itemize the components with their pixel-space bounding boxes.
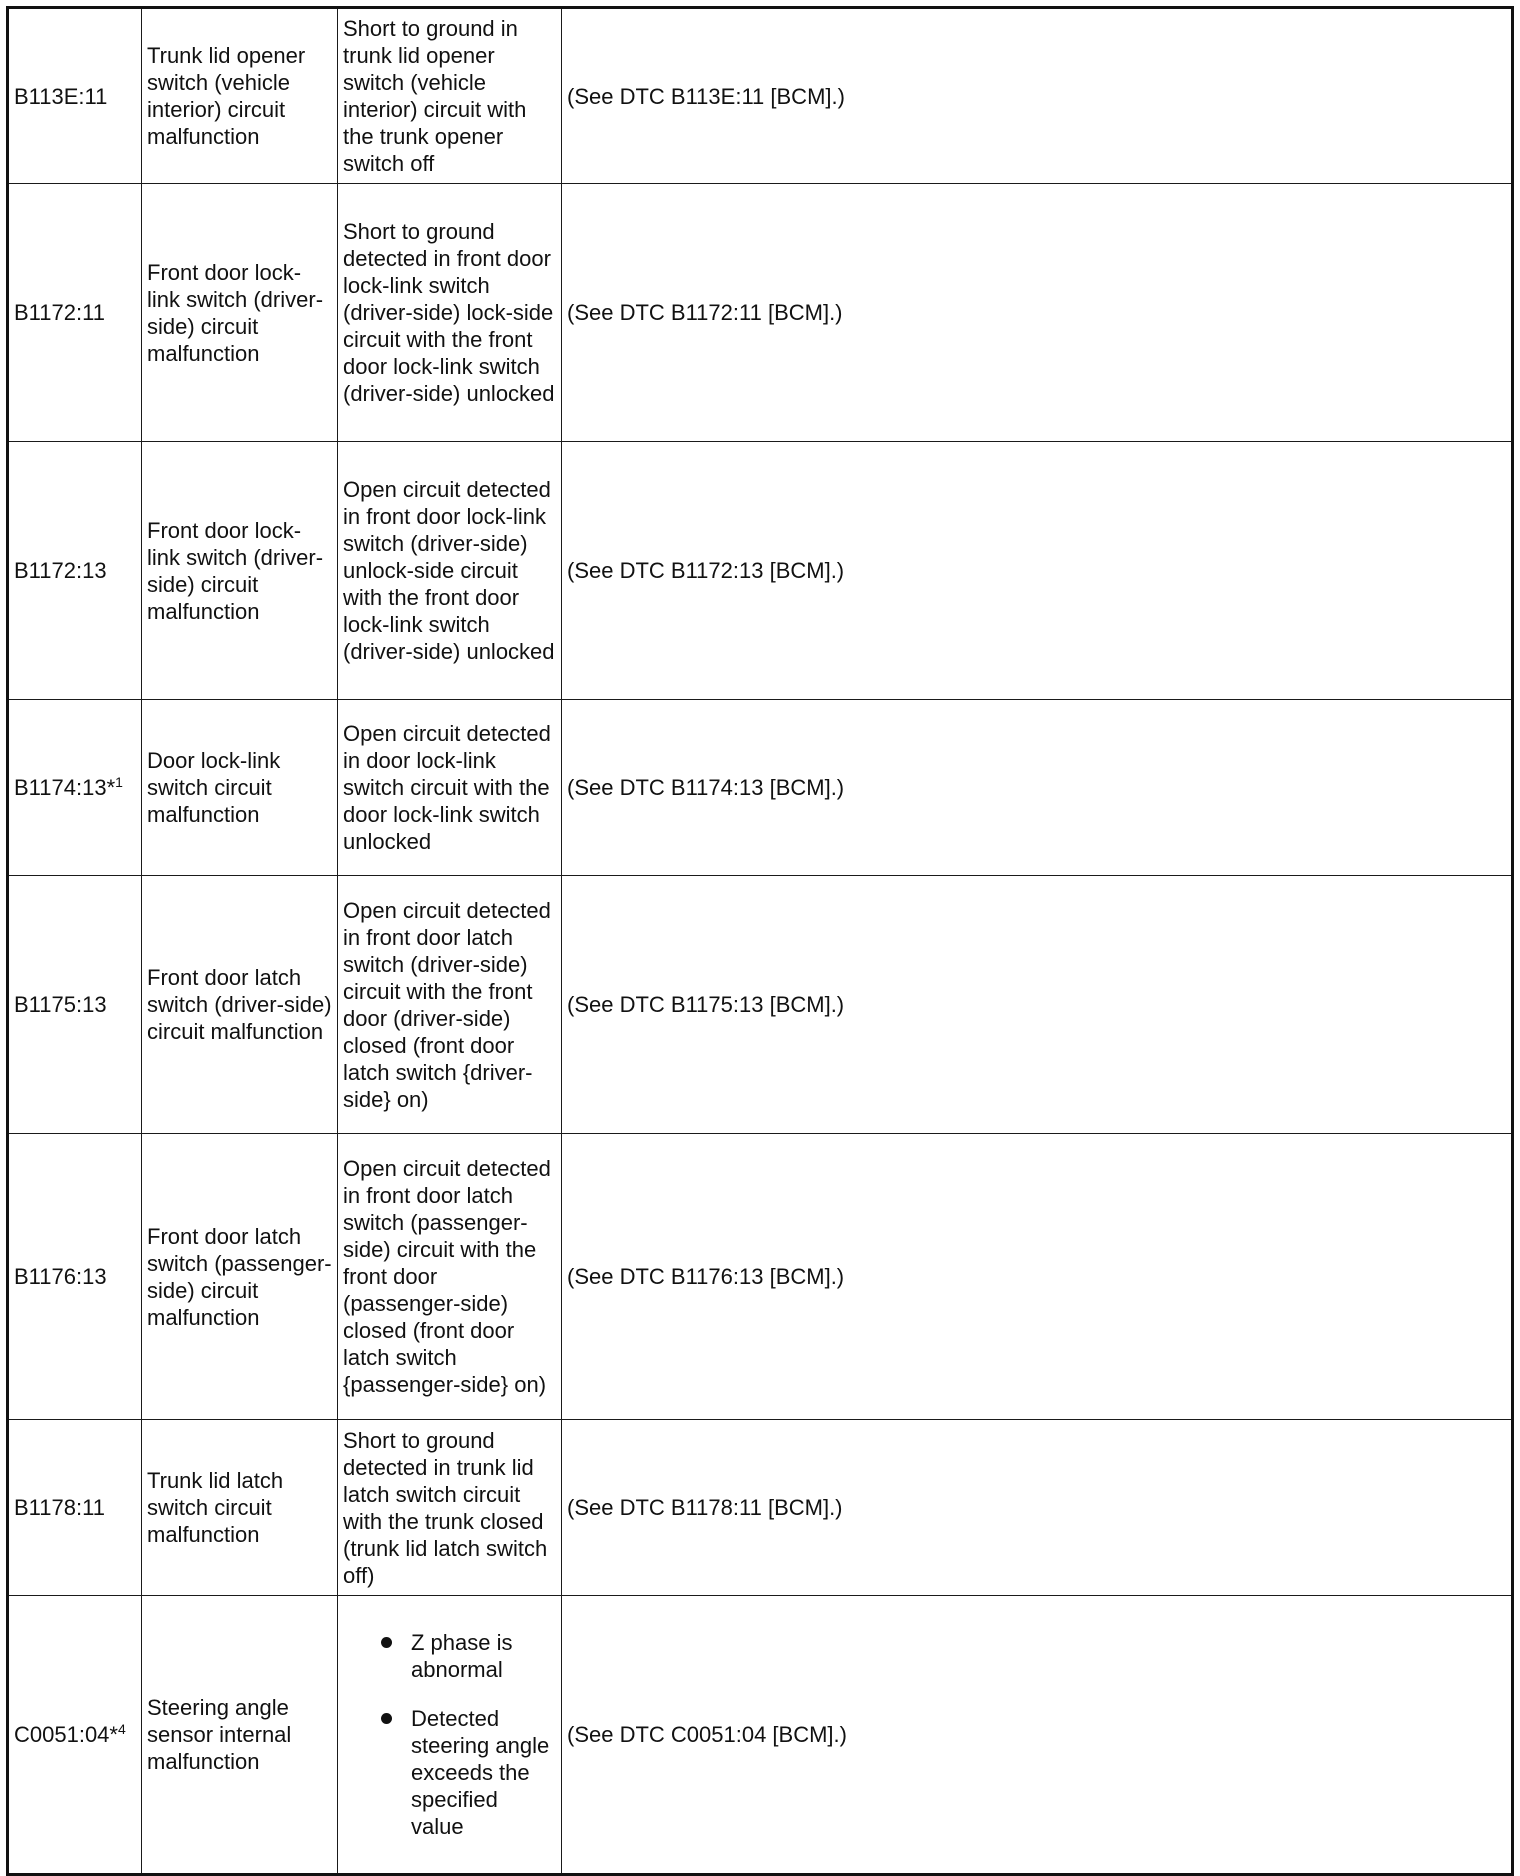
dtc-code-cell xyxy=(8,442,142,700)
dtc-code: C0051:04* xyxy=(14,1722,118,1747)
condition-cell: Open circuit detected in door lock-link switch circuit with the door lock-link switch unlocked xyxy=(338,700,562,876)
dtc-code-cell xyxy=(8,1596,142,1875)
dtc-code-cell xyxy=(8,1420,142,1596)
table-row xyxy=(8,1596,1513,1875)
reference-cell: (See DTC B1174:13 [BCM].) xyxy=(562,700,1513,876)
table-row xyxy=(8,876,1513,1134)
reference-cell: (See DTC B1175:13 [BCM].) xyxy=(562,876,1513,1134)
condition-cell: Open circuit detected in front door lock-link switch (driver-side) unlock-side circuit with the front door lock-link switch (driver-side) unlocked xyxy=(338,442,562,700)
table-row xyxy=(8,8,1513,184)
condition-cell: Short to ground detected in front door lock-link switch (driver-side) lock-side circuit with the front door lock-link switch (driver-side) unlocked xyxy=(338,184,562,442)
table-row xyxy=(8,184,1513,442)
dtc-code: B113E:11 xyxy=(14,83,108,109)
condition-bullet-item: Detected steering angle exceeds the specified value xyxy=(361,1705,556,1840)
condition-list xyxy=(343,1629,556,1840)
dtc-code: B1174:13* xyxy=(14,775,116,800)
condition-cell: Open circuit detected in front door latch switch (passenger-side) circuit with the front door (passenger-side) closed (front door latch switch {passenger-side} on) xyxy=(338,1134,562,1420)
dtc-code: B1175:13 xyxy=(14,992,107,1017)
dtc-code: B1178:11 xyxy=(14,1495,105,1520)
footnote-marker: 4 xyxy=(117,1721,126,1737)
dtc-code-cell xyxy=(8,184,142,442)
dtc-table xyxy=(6,6,1514,1876)
description-cell: Trunk lid opener switch (vehicle interior) circuit malfunction xyxy=(142,8,338,184)
condition-cell: Short to ground detected in trunk lid latch switch circuit with the trunk closed (trunk lid latch switch off) xyxy=(338,1420,562,1596)
table-row xyxy=(8,700,1513,876)
reference-cell: (See DTC B1178:11 [BCM].) xyxy=(562,1420,1513,1596)
footnote-marker: 1 xyxy=(115,774,123,790)
reference-cell: (See DTC B1172:13 [BCM].) xyxy=(562,442,1513,700)
description-cell: Front door lock-link switch (driver-side) circuit malfunction xyxy=(142,184,338,442)
table-row xyxy=(8,1134,1513,1420)
description-cell: Steering angle sensor internal malfunction xyxy=(142,1596,338,1875)
dtc-code-cell xyxy=(8,876,142,1134)
condition-cell: Short to ground in trunk lid opener switch (vehicle interior) circuit with the trunk opener switch off xyxy=(338,8,562,184)
dtc-code-cell xyxy=(8,700,142,876)
reference-cell: (See DTC C0051:04 [BCM].) xyxy=(562,1596,1513,1875)
description-cell: Trunk lid latch switch circuit malfunction xyxy=(142,1420,338,1596)
dtc-code: B1176:13 xyxy=(14,1264,107,1289)
reference-cell: (See DTC B1176:13 [BCM].) xyxy=(562,1134,1513,1420)
table-row xyxy=(8,1420,1513,1596)
reference-cell: (See DTC B1172:11 [BCM].) xyxy=(562,184,1513,442)
table-row xyxy=(8,442,1513,700)
dtc-code-cell xyxy=(8,1134,142,1420)
condition-bullet-item: Z phase is abnormal xyxy=(361,1629,556,1683)
dtc-code: B1172:11 xyxy=(14,300,105,325)
description-cell: Front door latch switch (passenger-side) circuit malfunction xyxy=(142,1134,338,1420)
description-cell: Front door lock-link switch (driver-side) circuit malfunction xyxy=(142,442,338,700)
dtc-code: B1172:13 xyxy=(14,558,107,583)
condition-cell xyxy=(338,1596,562,1875)
description-cell: Front door latch switch (driver-side) circuit malfunction xyxy=(142,876,338,1134)
reference-cell: (See DTC B113E:11 [BCM].) xyxy=(562,8,1513,184)
description-cell: Door lock-link switch circuit malfunction xyxy=(142,700,338,876)
dtc-code-cell xyxy=(8,8,142,184)
condition-cell: Open circuit detected in front door latch switch (driver-side) circuit with the front door (driver-side) closed (front door latch switch {driver-side} on) xyxy=(338,876,562,1134)
